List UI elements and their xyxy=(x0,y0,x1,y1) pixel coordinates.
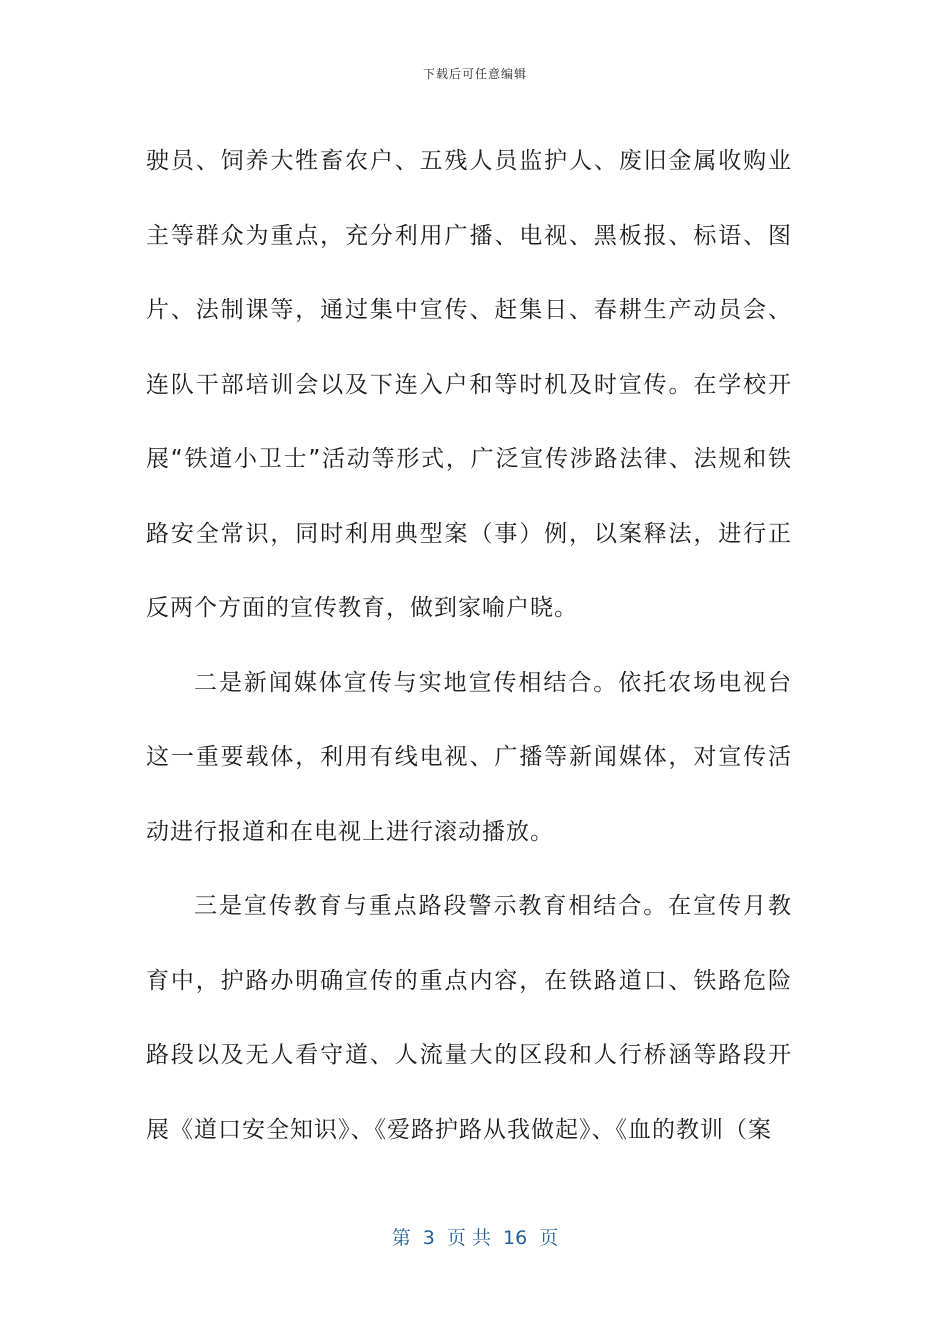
document-body xyxy=(146,124,792,1167)
paragraph-2: 二是新闻媒体宣传与实地宣传相结合。依托农场电视台这一重要载体，利用有线电视、广播等新闻媒体，对宣传活动进行报道和在电视上进行滚动播放。 xyxy=(146,669,792,845)
page-number-footer: 第 3 页 共 16 页 xyxy=(391,1227,559,1249)
paragraph-1: 驶员、饲养大牲畜农户、五残人员监护人、废旧金属收购业主等群众为重点，充分利用广播、电视、黑板报、标语、图片、法制课等，通过集中宣传、赶集日、春耕生产动员会、连队干部培训会以及下连入户和等时机及时宣传。在学校开展“铁道小卫士”活动等形式，广泛宣传涉路法律、法规和铁路安全常识，同时利用典型案（事）例，以案释法，进行正反两个方面的宣传教育，做到家喻户晓。 xyxy=(146,148,792,621)
page-header: 下载后可任意编辑 xyxy=(422,67,527,81)
paragraph-3: 三是宣传教育与重点路段警示教育相结合。在宣传月教育中，护路办明确宣传的重点内容，在铁路道口、铁路危险路段以及无人看守道、人流量大的区段和人行桥涵等路段开展《道口安全知识》、《爱路护路从我做起》、《血的教训（案 xyxy=(146,893,792,1143)
